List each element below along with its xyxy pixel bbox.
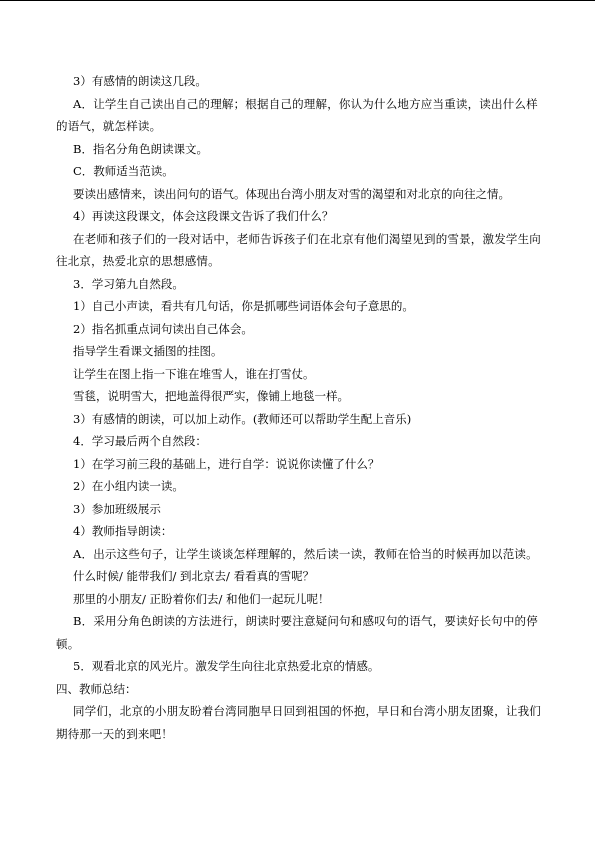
paragraph-line: 5．观看北京的风光片。激发学生向往北京热爱北京的情感。: [73, 659, 380, 673]
header-rule: [0, 0, 595, 1]
paragraph-line: 雪毯，说明雪大，把地盖得很严实，像铺上地毯一样。: [73, 389, 349, 403]
paragraph-line: 1）自己小声读，看共有几句话，你是抓哪些词语体会句子意思的。: [73, 299, 414, 313]
paragraph-line: 让学生在图上指一下谁在堆雪人，谁在打雪仗。: [73, 366, 315, 381]
paragraph-line: 什么时候/ 能带我们/ 到北京去/ 看看真的雪呢？: [73, 569, 315, 583]
document-body: [56, 70, 546, 745]
paragraph-line: 4）教师指导朗读：: [73, 524, 173, 538]
paragraph-line: 在老师和孩子们的一段对话中，老师告诉孩子们在北京有他们渴望见到的雪景，激发学生向往北京，热爱北京的思想感情。: [56, 231, 541, 268]
paragraph-line: 3．学习第九自然段。: [73, 276, 184, 291]
paragraph-line: 3）参加班级展示: [73, 501, 161, 516]
paragraph-line: 4．学习最后两个自然段：: [73, 434, 207, 448]
paragraph-line: 1）在学习前三段的基础上，进行自学：说说你读懂了什么？: [73, 456, 380, 471]
paragraph-line: 指导学生看课文插图的挂图。: [73, 344, 223, 358]
paragraph-line: 四、教师总结：: [56, 681, 137, 696]
paragraph-line: B．采用分角色朗读的方法进行，朗读时要注意疑问句和感叹句的语气，要读好长句中的停顿。: [56, 614, 538, 651]
paragraph-line: 2）指名抓重点词句读出自己体会。: [73, 321, 253, 336]
paragraph-line: 2）在小组内读一读。: [73, 479, 184, 493]
paragraph-line: 3）有感情的朗读，可以加上动作。(教师还可以帮助学生配上音乐): [73, 411, 412, 426]
paragraph-line: A．出示这些句子，让学生谈谈怎样理解的，然后读一读，教师在恰当的时候再加以范读。: [73, 546, 538, 561]
paragraph-line: 那里的小朋友/ 正盼着你们去/ 和他们一起玩儿呢！: [73, 591, 330, 606]
paragraph-line: 同学们，北京的小朋友盼着台湾同胞早日回到祖国的怀抱，早日和台湾小朋友团聚，让我们期待那一天的到来吧！: [56, 704, 541, 741]
paragraph-line: 要读出感情来，读出问句的语气。体现出台湾小朋友对雪的渴望和对北京的向往之情。: [73, 186, 510, 201]
paragraph-line: B．指名分角色朗读课文。: [73, 141, 208, 156]
paragraph-line: C．教师适当范读。: [73, 164, 174, 178]
paragraph-line: 3）有感情的朗读这几段。: [73, 74, 207, 88]
paragraph-line: 4）再读这段课文，体会这段课文告诉了我们什么？: [73, 209, 334, 223]
paragraph-line: A．让学生自己读出自己的理解；根据自己的理解，你认为什么地方应当重读，读出什么样的语气，就怎样读。: [56, 96, 538, 133]
